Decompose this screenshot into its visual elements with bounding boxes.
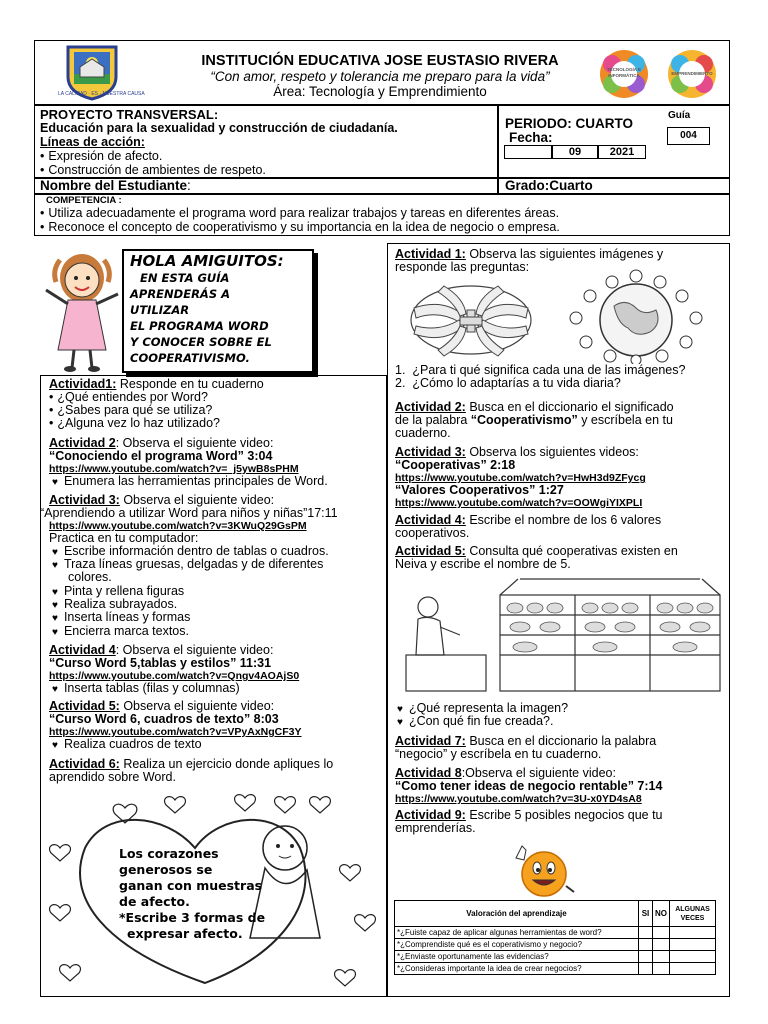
eval-row-2: *¿Comprendiste qué es el coperativismo y negocio?	[395, 939, 639, 951]
area: Área: Tecnología y Emprendimiento	[273, 84, 487, 99]
right-a3-title: Actividad 3:	[395, 445, 466, 459]
left-a3-task-2-text: Traza líneas gruesas, delgadas y de diferentes	[63, 557, 324, 571]
heart-bullet-icon: ♥	[52, 740, 58, 751]
right-a1-title: Actividad 1:	[395, 247, 466, 261]
right-a7-title: Actividad 7:	[395, 734, 466, 748]
competencia-item-2: • Reconoce el concepto de cooperativismo y su importancia en la idea de negocio o empresa.	[40, 221, 560, 235]
intro-line-6: Y CONOCER SOBRE EL	[130, 335, 272, 349]
right-a1-q1: 1. ¿Para ti qué significa cada una de las imágenes?	[395, 363, 686, 377]
project-name: Educación para la sexualidad y construcción de ciudadanía.	[40, 121, 398, 135]
eval-row-3-si[interactable]	[639, 951, 653, 963]
date-year-cell[interactable]: 2021	[598, 145, 646, 159]
evaluation-table	[394, 900, 716, 975]
right-a1-text-2: responde las preguntas:	[395, 260, 530, 274]
guide-number: 004	[667, 127, 710, 145]
right-a2-title: Actividad 2:	[395, 400, 466, 414]
left-a2-text: : Observa el siguiente video:	[115, 436, 274, 450]
left-a1-q1: • ¿Qué entiendes por Word?	[49, 391, 208, 405]
left-a5-link[interactable]: https://www.youtube.com/watch?v=VPyAxNgCF3Y	[49, 726, 302, 738]
heart-bullet-icon: ♥	[52, 477, 58, 488]
right-a1-q2-text: ¿Cómo lo adaptarías a tu vida diaria?	[412, 376, 621, 390]
left-a6-title: Actividad 6:	[49, 757, 120, 771]
left-a5-text: Observa el siguiente video:	[119, 699, 275, 713]
right-a5-title: Actividad 5:	[395, 544, 466, 558]
intro-line-4: UTILIZAR	[130, 303, 190, 317]
action-lines-title: Líneas de acción:	[40, 135, 145, 149]
heart-text-6: expresar afecto.	[127, 926, 243, 941]
left-a5-task-text: Realiza cuadros de texto	[63, 737, 202, 751]
student-name-label[interactable]	[40, 179, 191, 193]
right-a2-word: “Cooperativismo”	[470, 413, 578, 427]
institution-name: INSTITUCIÓN EDUCATIVA JOSE EUSTASIO RIVERA	[201, 53, 559, 69]
right-a5-q2	[397, 715, 553, 730]
eval-row-1-si[interactable]	[639, 927, 653, 939]
heart-bullet-icon: ♥	[397, 704, 403, 715]
left-a4-task-text: Inserta tablas (filas y columnas)	[63, 681, 240, 695]
hands-illustration	[404, 278, 538, 362]
right-a3-link-1[interactable]: https://www.youtube.com/watch?v=HwH3d9ZFycg	[395, 472, 646, 484]
heart-text-5: *Escribe 3 formas de	[119, 910, 266, 925]
date-label: Fecha:	[509, 130, 553, 145]
left-a4-link[interactable]: https://www.youtube.com/watch?v=Qngv4AOAjS0	[49, 670, 300, 682]
right-a3-text: Observa los siguientes videos:	[465, 445, 639, 459]
right-a2-text-2a: de la palabra	[395, 413, 471, 427]
left-a1-q3: • ¿Alguna vez lo haz utilizado?	[49, 417, 220, 431]
heart-bullet-icon: ♥	[52, 587, 58, 598]
globe-illustration	[556, 268, 716, 364]
right-a1-q1-text: ¿Para ti qué significa cada una de las imágenes?	[412, 363, 686, 377]
student-name-colon: :	[187, 178, 191, 193]
intro-box	[122, 249, 314, 373]
competencia-title: COMPETENCIA :	[46, 195, 122, 206]
heart-bullet-icon: ♥	[52, 600, 58, 611]
left-a4-task	[52, 682, 240, 697]
right-a4-title: Actividad 4:	[395, 513, 466, 527]
left-a5-video: “Curso Word 6, cuadros de texto” 8:03	[49, 712, 279, 726]
logo-caption: LA CALIDAD · ES · NUESTRA CAUSA	[58, 91, 145, 97]
motto: “Con amor, respeto y tolerancia me preparo para la vida”	[210, 69, 550, 84]
left-a3-task-4-text: Realiza subrayados.	[63, 597, 178, 611]
right-a2-text: Busca en el diccionario el significado	[465, 400, 674, 414]
right-a4-text-2: cooperativos.	[395, 526, 470, 540]
competencia-item-1: • Utiliza adecuadamente el programa word para realizar trabajos y tareas en diferentes áreas.	[40, 207, 559, 221]
eval-col-no: NO	[653, 901, 670, 927]
left-a2-task	[52, 475, 328, 490]
heart-text-4: de afecto.	[119, 894, 190, 909]
globe-icon	[556, 268, 716, 364]
student-name-text: Nombre del Estudiante	[40, 178, 188, 193]
entrepreneur-logo	[660, 46, 724, 102]
eval-row-4-algunas[interactable]	[670, 963, 716, 975]
left-a6-text-2: aprendido sobre Word.	[49, 770, 176, 784]
right-a9-text-2: emprenderías.	[395, 821, 476, 835]
heart-bullet-icon: ♥	[52, 560, 58, 571]
heart-bullet-icon: ♥	[52, 627, 58, 638]
left-a3-practice: Practica en tu computador:	[49, 531, 199, 545]
right-a3-video-1: “Cooperativas” 2:18	[395, 458, 516, 472]
heart-text-3: ganan con muestras	[119, 878, 263, 893]
left-a3-text: Observa el siguiente video:	[119, 493, 275, 507]
left-a4-title: Actividad 4	[49, 643, 116, 657]
right-a1-q2: 2. ¿Cómo lo adaptarías a tu vida diaria?	[395, 376, 621, 390]
left-a3-task-3-text: Pinta y rellena figuras	[63, 584, 185, 598]
heart-text-2: generosos se	[119, 862, 213, 877]
left-a1-q2: • ¿Sabes para qué se utiliza?	[49, 404, 212, 418]
guide-label: Guía	[668, 110, 691, 121]
left-a2-task-text: Enumera las herramientas principales de Word.	[63, 474, 328, 488]
left-a5-task	[52, 738, 202, 753]
hands-icon	[404, 278, 538, 362]
heart-text	[119, 846, 265, 942]
eval-col-algunas: ALGUNAS VECES	[670, 901, 716, 927]
project-title: PROYECTO TRANSVERSAL:	[40, 107, 219, 122]
eval-header: Valoración del aprendizaje	[395, 901, 639, 927]
eval-row-1-algunas[interactable]	[670, 927, 716, 939]
right-a7-text-2: “negocio” y escríbela en tu cuaderno.	[395, 747, 602, 761]
eval-row-3-algunas[interactable]	[670, 951, 716, 963]
heart-illustration	[45, 788, 385, 993]
market-illustration	[400, 575, 725, 695]
left-a3-task-1-text: Escribe información dentro de tablas o cuadros.	[63, 544, 329, 558]
left-a2-title: Actividad 2	[49, 436, 116, 450]
left-a5-title: Actividad 5:	[49, 699, 120, 713]
right-a5-q1-text: ¿Qué representa la imagen?	[408, 701, 569, 715]
left-a3-task-5-text: Inserta líneas y formas	[63, 610, 191, 624]
eval-row-4: *¿Consideras importante la idea de crear negocios?	[395, 963, 639, 975]
eval-row-1: *¿Fuiste capaz de aplicar algunas herramientas de word?	[395, 927, 639, 939]
right-a8-video: “Como tener ideas de negocio rentable” 7:14	[395, 779, 663, 793]
thumbs-up-smiley-icon	[508, 842, 578, 900]
grade-label: Grado:Cuarto	[505, 178, 593, 193]
intro-line-3: APRENDERÁS A	[130, 287, 231, 301]
right-a3-video-2: “Valores Cooperativos” 1:27	[395, 483, 564, 497]
eval-row-4-si[interactable]	[639, 963, 653, 975]
right-a1-text: Observa las siguientes imágenes y	[465, 247, 664, 261]
eval-row-2-si[interactable]	[639, 939, 653, 951]
heart-bullet-icon: ♥	[52, 684, 58, 695]
left-a1-title: Actividad1:	[49, 377, 117, 391]
eval-row-2-algunas[interactable]	[670, 939, 716, 951]
eval-row-4-no[interactable]	[653, 963, 670, 975]
right-a8-title: Actividad 8	[395, 766, 462, 780]
left-a2-video: “Conociendo el programa Word” 3:04	[49, 449, 273, 463]
left-a3-title: Actividad 3:	[49, 493, 120, 507]
left-a3-task-6	[52, 625, 189, 640]
left-a3-link[interactable]: https://www.youtube.com/watch?v=3KWuQ29GsPM	[49, 520, 307, 532]
left-a4-text: : Observa el siguiente video:	[115, 643, 274, 657]
intro-line-2: EN ESTA GUÍA	[140, 271, 230, 285]
right-a2-text-2b: y escríbela en tu	[577, 413, 673, 427]
left-a3-task-2b: colores.	[68, 570, 112, 584]
heart-bullet-icon: ♥	[52, 547, 58, 558]
girl-icon	[42, 246, 122, 374]
entrepreneur-logo-label: EMPRENDIMIENTO	[671, 71, 713, 76]
intro-line-1: HOLA AMIGUITOS:	[130, 252, 284, 270]
girl-illustration	[42, 246, 122, 374]
tech-logo-label: TECNOLOGÍA E INFORMÁTICA	[606, 67, 642, 78]
intro-line-5: EL PROGRAMA WORD	[130, 319, 269, 333]
intro-line-7: COOPERATIVISMO.	[130, 351, 250, 365]
right-a8-link[interactable]: https://www.youtube.com/watch?v=3U-x0YD4sA8	[395, 793, 642, 805]
left-a6-text: Realiza un ejercicio donde apliques lo	[119, 757, 334, 771]
right-a5-text: Consulta qué cooperativas existen en	[465, 544, 678, 558]
eval-row-3: *¿Enviaste oportunamente las evidencias?	[395, 951, 639, 963]
right-a5-text-2: Neiva y escribe el nombre de 5.	[395, 557, 571, 571]
right-a9-title: Actividad 9:	[395, 808, 466, 822]
heart-bullet-icon: ♥	[52, 613, 58, 624]
date-month-cell[interactable]: 09	[552, 145, 598, 159]
right-a4-text: Escribe el nombre de los 6 valores	[465, 513, 662, 527]
right-a2-text-3: cuaderno.	[395, 426, 451, 440]
market-stall-icon	[400, 575, 725, 695]
eval-row-2-no[interactable]	[653, 939, 670, 951]
heart-bullet-icon: ♥	[397, 717, 403, 728]
left-a4-video: “Curso Word 5,tablas y estilos” 11:31	[49, 656, 272, 670]
right-a3-link-2[interactable]: https://www.youtube.com/watch?v=OOWgiYIXPLI	[395, 497, 643, 509]
eval-row-1-no[interactable]	[653, 927, 670, 939]
tech-logo	[592, 46, 656, 102]
eval-col-si: SI	[639, 901, 653, 927]
school-logo	[58, 43, 145, 101]
action-line-2: • Construcción de ambientes de respeto.	[40, 164, 266, 178]
date-day-cell[interactable]	[504, 145, 552, 159]
heart-text-1: Los corazones	[119, 846, 219, 861]
left-a3-video: “Aprendiendo a utilizar Word para niños y niñas”17:11	[40, 506, 338, 520]
right-a7-text: Busca en el diccionario la palabra	[465, 734, 657, 748]
left-a2-link[interactable]: https://www.youtube.com/watch?v=_j5ywB8sPHM	[49, 463, 299, 475]
period-label: PERIODO: CUARTO	[505, 116, 634, 131]
eval-row-3-no[interactable]	[653, 951, 670, 963]
action-line-1: • Expresión de afecto.	[40, 150, 162, 164]
left-a1-text: Responde en tu cuaderno	[116, 377, 264, 391]
right-a8-text: :Observa el siguiente video:	[461, 766, 616, 780]
right-a9-text: Escribe 5 posibles negocios que tu	[465, 808, 663, 822]
left-a3-task-6-text: Encierra marca textos.	[63, 624, 189, 638]
smiley-illustration	[508, 842, 578, 900]
right-a5-q2-text: ¿Con qué fin fue creada?.	[408, 714, 554, 728]
